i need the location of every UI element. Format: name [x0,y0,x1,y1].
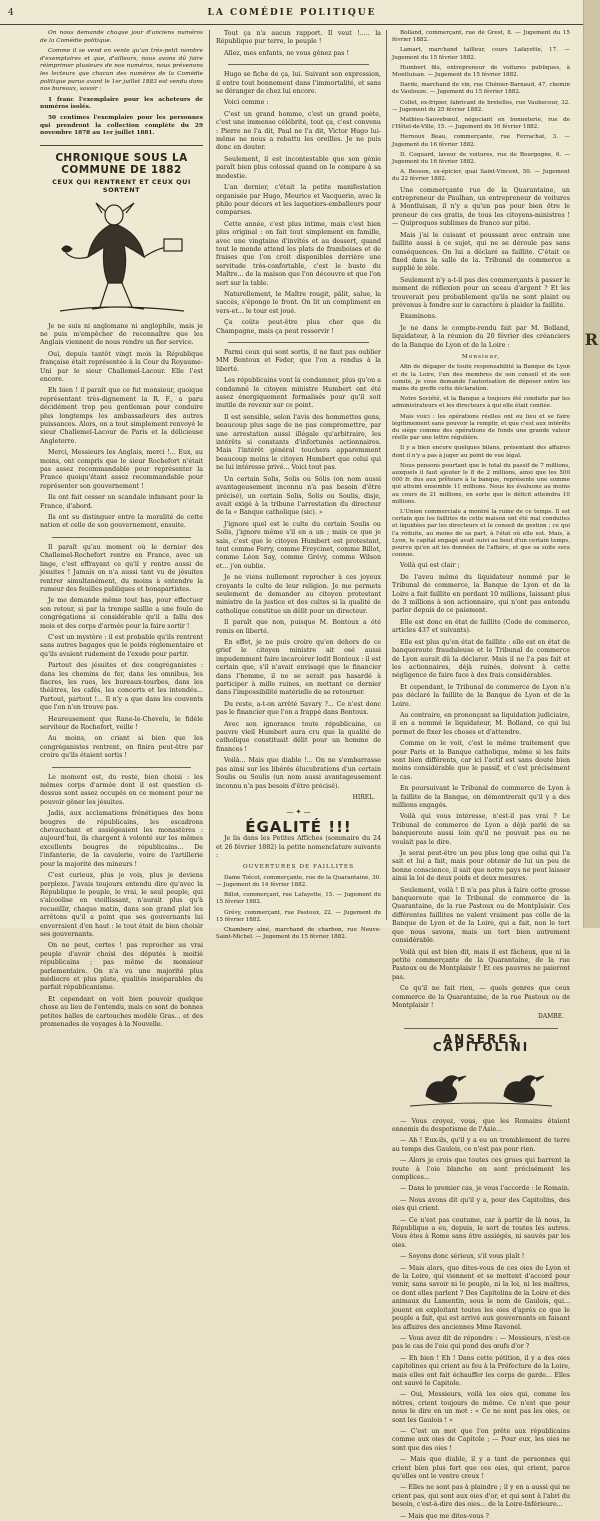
article-paragraph: Voilà... Mais que diable !... On ne s'embarrasse pas ainsi sur les libérés élucubrations d'un certain Soulis ou Soulis (un nom aussi avantageusement inconnu n'a pas besoin d'être précisé). [216,757,381,790]
notice-line: 50 centimes l'exemplaire pour les personnes qui prendront la collection complète du 29 novembre 1878 au 1er juillet 1881. [40,114,203,137]
failite-item: Chambery aîné, marchand de charbon, rue Neuve-Saint-Michel. — Jugement du 15 février 1882. [216,926,381,941]
dialogue-line: — Oui, Messieurs, voilà les oies qui, comme les nôtres, crient toujours de même. Ce n'est que pour nous le dire en un mot : « Ce ne sont pas les oies, ce sont les Gaulois ! » [392,1391,570,1424]
dialogue-line: — Vous avez dit de répondre : — Messieurs, n'est-ce pas le cas de l'oie qui pond des œufs d'or ? [392,1334,570,1351]
article-paragraph: Elle est plus qu'en état de faillite : elle est en état de banqueroute frauduleuse et le Tribunal de commerce de Lyon aurait dû la déclarer. Mais il ne l'a pas fait et les actionnaires, déjà ruinés, doivent à cette négligence de faire face à des frais considérables. [392,638,570,680]
article-paragraph: Cette année, c'est plus intime, mais c'est bien plus original : on fait tout simplement en famille, avec une vingtaine d'invités et au dessert, quand tout le monde attend les plats de framboises et de fraises que l'on croit disponibles derrière une servitude très-confortable, c'est le buste du Maître... de la maison que l'on découvre et que l'on sert sur la table. [216,220,381,287]
article-paragraph: Ce qu'il ne fait rien, — quels genres que ceux commerce de la Quarantaine, de la rue Pastoux ou de Montplaisir ! [392,985,570,1009]
chronicle-paragraph: Et cependant on voit bien pouvoir quelque chose au lieu de l'entendu, mais ce sont de bonnes petites balles de cartouches modèle Gras... et des promenades de voyages à la Nouvelle. [40,995,203,1028]
dialogue-line: — Nous avons dit qu'il y a, pour des Capitolins, des oies qui crient. [392,1196,570,1213]
section-separator [228,342,369,343]
article-paragraph: Naturellement, le Maître rougit, pâlit, salue, la succès, s'éponge le front. On lit un compliment en vers-et... le tour est joué. [216,290,381,315]
chronicle-paragraph: Il paraît qu'au moment où le dernier des Challemel-Rochefort rentre en France, avec un linge, c'est effrayant ce qu'il y rentre aussi de jésuites ! Jamais on n'a aussi tant vu de jésuites rentrer simultanément, du moins à entendre la rumeur des feuilles publiques et bonapartistes. [40,543,203,593]
section-separator [52,537,191,538]
notice-line: Comme il se vend en vente qu'un très-petit nombre d'exemplaires et que, d'ailleurs, nous avons dû faire réimprimer plusieurs de nos numéros, nous prévenons les lecteurs que chacun des numéros de la Comédie politique parus avant le 1er juillet 1883 est vendu dans nos bureaux, savoir : [40,48,203,93]
article-paragraph: Seulement, il est incontestable que son génie paraît bien plus colossal quand on le compare à sa modestie. [216,155,381,180]
article-signature: HIREL. [352,793,375,801]
chronicle-paragraph: Ils ont fait cesser un scandale infamant pour la France, d'abord. [40,494,203,510]
dialogue-line: — Elles ne sont pas à plaindre ; il y en a aussi qui ne crient pas, qui sont aux oies d'or, et qui sont à l'abri du besoin, c'est-à-dire des oies... de la Loire-Inférieure... [392,1484,570,1509]
article-signature: DAMBE. [538,1013,564,1021]
article-paragraph: Allez, mes enfants, ne vous gênez pas ! [224,49,350,57]
article-paragraph: Je ne viens nullement reprocher à ces joyeux croyants le culte de leur religion. Je me permets seulement de demander au citoyen protestant ministre de la justice et des cultes si la qualité de catholique constitue un délit pour un directeur. [216,574,381,615]
failite-item: A. Besson, ex-épicier, quai Saint-Vincent, 50. — Jugement du 22 février 1882. [392,169,570,183]
article-paragraph: Une commerçante rue de la Quarantaine, un entrepreneur de Paulhan, un entrepreneur de voitures à Montluisan, il n'y a qu'un pas pour bien être le preneur de ces gratis, de tous les citoyens-ministres ! — Quiproquos sublimes de franco sur pitié. [392,186,570,228]
failite-item: Mathieu-Sauvebœuf, négociant en bonneterie, rue de l'Hôtel-de-Ville, 15. — Jugement du 16 février 1882. [392,117,570,131]
section-separator [404,1028,558,1029]
chronicle-paragraph: Partout des jésuites et des congréganistes : dans les chemins de fer, dans les omnibus, les fiacres, les rues, les bureaux-tourbes, dans les théâtres, les cafés, les concerts et les intendés... Partout, partout !... Il n'y a que dans les couvents que l'on n'en trouve pas. [40,662,203,712]
column-1 [40,30,203,1028]
ornament-divider: — ✦ — [286,808,311,817]
article-paragraph: Du reste, a-t-on arrêté Savary ?... Ce n'est donc pas le financier que l'on a frappé dans Bontoux. [216,700,381,717]
article-paragraph: Tout ça n'a aucun rapport. Il veut !..... la République pur terre, le peuple ! [216,30,381,46]
article-paragraph: Il est sensible, selon l'avis des hommettes gens, beaucoup plus sage de ne pas compromettre, par une arrestation aussi illégale qu'arbitraire, les intérêts si constants d'infortunés actionnaires. Mais l'intérêt général touchera apparemment beaucoup moins le citoyen Humbert que celui qui ne lui intéresse privé... Voici tout pas. [216,413,381,472]
article-paragraph: J'ignore quel est le culte du certain Soulis ou Solis, j'ignore même s'il en a un ; mais ce que je sais, c'est que le citoyen Humbert est protestant, tout comme Ferry, comme Freycinet, comme Billot, comme Léon Say, comme Grévy, comme Wilson et... j'en oublie. [216,520,381,570]
chronicle-title: CHRONIQUE SOUS LA COMMUNE DE 1882 [55,151,188,176]
article-paragraph: Hugo se fiche de ça, lui. Suivant son expression, il entre tout bonnement dans l'immortalité, et sans se déranger de chez lui encore. [216,71,381,96]
report-paragraph: Il y a bien encore quelques bilans, présentant des affaires dont il n'y a pas à juger au point de vue légal. [392,445,570,459]
dialogue-line: — Ah ! Eux-ils, qu'il y a eu un tremblement de terre au temps des Gaulois, ce n'est pas pour rien. [392,1137,570,1153]
chronicle-paragraph: C'est un mystère : il est probable qu'ils rentrent sans autres bagages que le poids réglementaire et qu'ils avaient rudement de l'exode pour partir. [40,633,203,658]
section-separator [52,767,191,768]
failites-heading: OUVERTURES DE FAILLITES [242,864,355,871]
dialogue-line: — Vous croyez, vous, que les Romains étaient ennemis du despotisme de l'Asie... [392,1117,570,1133]
chronicle-paragraph: Je me demande même tout bas, pour effectuer son retour, si par la trempe saillie a une foule de congrégations si considérable qu'il a fallu des mois et des corps d'armée pour la faire sortir ! [40,597,203,630]
journal-title: LA COMÉDIE POLITIQUE [207,8,377,18]
article-paragraph: Avec son ignorance toute républicaine, ce pauvre vieil Humbert aura cru que la qualité de catholique constituait délit pour un homme de finances ! [216,720,381,753]
article-paragraph: Les républicains vont la condamner, plus qu'on a condamné le citoyen ministre Humbert ont été assez énergiquement formalisés pour qu'il soit inutile de revenir sur ce point. [216,377,381,410]
dialogue-line: — Alors je crois que toutes ces grues qui barrent la route à l'oie blanche en sont précisément les complices... [392,1157,570,1182]
chronicle-paragraph: Le moment est, du reste, bien choisi : les mêmes corps d'armée dont il est question ci-dessus sont assez occupés en ce moment pour ne pouvoir gêner les jésuites. [40,773,203,806]
voila-label: Voilà qui est clair ; [400,562,460,570]
chronicle-paragraph: Je ne suis ni anglomane ni anglophile, mais je ne puis m'empêcher de reconnaître que les Anglais viennent de nous rendre un fier service. [40,322,203,347]
article-paragraph: Je ne dans le compte-rendu fait par M. Bolland, liquidateur, à la réunion du 20 février des créanciers de la Banque de Lyon et de la Loire : [392,324,570,349]
report-paragraph: Afin de dégager de toute responsabilité la Banque de Lyon et de la Loire, l'un des membres de son conseil et de son comité, je vous demande l'autorisation de déposer entre les mains du greffe cette déclaration. [392,364,570,392]
dialogue-line: — Mais alors, que dites-vous de ces oies de Lyon et de la Loire, qui viennent et se mettent d'accord pour venir, sans savoir ni le peuple, ni la loi, ni les maîtres, ce dont elles parlent ? Des Capitolins de la Loire et des animaux du Lamentin, sous le nom de Gaulois, qui... jouent en exploitant toutes les oies d'après ce que le peuple a fait, qui est arrivé aux gouvernants en faisant les affaires des anciennes Mme Ravonel. [392,1264,570,1331]
back-issues-notice [40,30,203,146]
article-paragraph: Mais j'ai le cuisant et poussant avec entrain une faillite aussi à ce sujet, qui ne se déroule pas sans conséquences. On lui a déclaré sa faillite. C'était ce fixed dans la salle de la. Tribunal de commerce a supplié le zèle. [392,231,570,273]
report-paragraph: Nous pensons pourtant que le total du passif de 7 millions, auxquels il faut ajouter le 8 de 2 millions, ainsi que les 500 000 fr. dus aux prêteurs à la banque, représente une somme qui atteint ensemble 11 millions. Nous les évaluons au moins au cours de 21 millions, en sorte que le déficit atteindra 10 millions. [392,462,570,505]
column-rule-1 [209,30,210,920]
egalite-title: ÉGALITÉ !!! [245,817,352,836]
report-paragraph: Notre Société, et la Banque a toujours été conduite par les administrateurs et les directeurs à qui elle était confiée. [392,396,570,410]
jester-figure-illustration [52,199,192,317]
failite-item: D. Coquard, laveur de voitures, rue de Bourgogne, 6. — Jugement du 16 février 1882. [392,151,570,166]
dialogue-line: — Mais que me dites-vous ? [400,1512,489,1520]
article-paragraph: En effet, je ne puis croire qu'en dehors de ce grief le citoyen ministre ait osé aussi impudemment faire incarcérer ledit Bontoux : il est certain que, s'il n'avait envisagé que le financier dans l'homme, il ne se serait pas hasardé à participer à mille ruines, en mettant ce dernier dans l'impossibilité matérielle de se retourner. [216,639,381,697]
chronicle-paragraph: Jadis, aux acclamations frénétiques des bons bougres de républicains, les escadrons chevauchant et assiégeaient les monastères : aujourd'hui, ils chargent à volonté sur les mêmes excellents bougres de républicains... De l'infanterie, de la cavalerie, voire de l'artillerie pour la majorité des mineurs ! [40,810,203,868]
article-paragraph: Voilà qui est bien dit, mais il est fâcheux, que ni la petite commerçante de la Quarantaine, de la rue Pastoux ou de Montplaisir ! Et ces pauvres ne paieront pas. [392,948,570,981]
chronicle-paragraph: On ne peut, certes ! pas reprocher au vrai peuple d'avoir choisi des députés à moitié républicains ; pas même de monsieur parlementaire. On n'a vu une majorité plus médiocre et plus plate, qualités inséparables du parfait républicanisme. [40,942,203,992]
section-separator [228,64,369,65]
failite-item: Lamart, marchand tailleur, cours Lafayette, 17. — Jugement du 15 février 1882. [392,47,570,61]
article-paragraph: L'an dernier, c'était la petite manifestation organisée par Hugo, Meurice et Vacquerie, avec la philo pour décors et les laquetiers-emballeurs pour comparses. [216,184,381,217]
article-paragraph: Elle est donc en état de faillite (Code de commerce, articles 437 et suivants). [392,618,570,635]
dialogue-line: — C'est un mot que l'on prête aux républicains comme aux oies de Capitole ; — Pour eux, les oies ne sont que des oies ! [392,1427,570,1452]
failite-item: Humbert fils, entrepreneur de voitures publiques, à Montluisan. — Jugement du 15 février 1882. [392,64,570,79]
article-paragraph: C'est un grand homme, c'est un grand poète, c'est une immense célébrité, tout ça, c'est convenu : Pierre ne l'a dit, Paul ne l'a dit, Victor Hugo lui-même ne nous a rebattu les oreilles. Je ne puis donc en douter. [216,110,381,152]
article-paragraph: Ça coûte peut-être plus cher que du Champagne, mais ça peut resservir ! [216,319,381,335]
failite-item: Hernoux Beau, commerçante, rue Ferrachat, 3. — Jugement du 16 février 1882. [392,134,570,148]
article-paragraph: Comme on le voit, c'est le même traitement que pour Paris et la Banque catholique, même si les faits sont bien différents, car ici l'actif est sans doute bien moins considérable que le passif, et c'est précisément le cas. [392,740,570,781]
chronicle-paragraph: Ils ont su distinguer entre la moralité de cette nation et celle de son gouvernement, ensuite. [40,514,203,530]
chronicle-paragraph: Merci, Messieurs les Anglais, merci !... Eux, au moins, ont compris que le sieur Rochefort n'était pas assez recommandable pour représenter la France quoiqu'étant assez recommandable pour représenter son gouvernement ! [40,449,203,490]
column-3 [392,30,570,1520]
page-header [0,6,584,25]
notice-line: 1 franc l'exemplaire pour les acheteurs de numéros isolés. [40,96,203,111]
article-paragraph: Examinons. [400,313,438,321]
egalite-intro: Je lis dans les Petites Affiches (sommaire du 24 et 26 février 1882) la petite nomenclature suivante : [216,835,381,859]
failite-item: Grévy, commerçant, rue Pastoux, 22. — Jugement du 15 février 1882. [216,909,381,923]
page-number: 4 [8,8,16,18]
chronicle-subtitle: CEUX QUI RENTRENT ET CEUX QUI SORTENT [52,177,191,195]
article-paragraph: Voilà qui vous intéresse, n'est-il pas vrai ? Le Tribunal de commerce de Lyon a déjà parlé de sa banqueroute aussi loin qu'il ne pouvait pas ou ne voulait pas le dire. [392,813,570,846]
article-paragraph: Je serai peut-être un peu plus long que celui qui l'a sait et lui a fait, mais pour obtenir de lui un peu de bonne conscience, il sait que notre pays ne peut laisser ainsi la loi de deux poids et deux mesures. [392,850,570,883]
geese-illustration [406,1056,556,1112]
article-paragraph: En poursuivant le Tribunal de commerce de Lyon à la faillite de la Banque, on démontrerait qu'il y a des millions engagés. [392,785,570,810]
failite-item: Collet, ex-fripier, fabricant de bretelles, rue Vaubecour, 32. — Jugement du 25 février 1882. [392,99,570,113]
article-paragraph: Il paraît que non, puisque M. Bontoux a été remis en liberté. [216,619,381,635]
ansers-title: ANSERES CAPITOLINI [432,1031,530,1055]
notice-line: On nous demande chaque jour d'anciens numéros de la Comédie politique. [40,30,203,44]
article-paragraph: Au contraire, en prononçant sa liquidation judiciaire, il en a nommé le liquidateur, M. Bolland, ce qui lui permet de fixer les choses et d'attendre. [392,711,570,736]
failite-item: Dame Tiécot, commerçante, rue de la Quarantaine, 30. — Jugement du 14 février 1882. [216,874,381,888]
dialogue-line: — Ce n'est pas coutume, car à partir de là nous, la République a eu, depuis, le sort de toutes les autres. Vous êtes à Rome sans être assiégés, ni sauvés par les oies. [392,1216,570,1249]
article-paragraph: Et cependant, le Tribunal de commerce de Lyon n'a pas déclaré la faillite de la Banque de Lyon et de la Loire. [392,683,570,708]
monsieur-label: Monsieur, [461,353,501,360]
report-paragraph: L'Union commerciale a montré la ruine de ce temps. Il est certain que les faillites de cette maison ont été mal conduites et liquidées par les directeurs et le conseil de gestion ; ce qui l'a réduite, au moins de sa part, à l'état où elle est. Mais, à Lyon, le capital engagé avait suivi au bout d'un certain temps, pourvu qu'en ait les données de l'affaire, et que sa suite sera connue. [392,509,570,559]
failite-item: Bolland, commerçant, rue de Grest, 8. — Jugement du 15 février 1882. [392,30,570,44]
dialogue-line: — Mais que diable, il y a tant de personnes qui crient bien plus fort que ces oies, qui crient, parce qu'elles ont le ventre creux ! [392,1456,570,1481]
dialogue-line: — Eh bien ! Eh ! Dans cette pétition, il y a des oies capitolines qui crient au feu à la Préfecture de la Loire, mais elles ont fait échauffer les corps de garde... Elles ont sauvé le Capitole. [392,1354,570,1387]
chronicle-paragraph: C'est curieux, plus je vois, plus je deviens perplexe. J'avais toujours entendu dire qu'avec la République le peuple, le vrai, le seul peuple, qui s'alcoolise en vieillissant, n'aurait plus qu'à recueillir, chaque matin, dans son grand plat les arrêtons qu'il a point que ses gouvernants lui enverraient d'en haut : le tout était de bien choisir ses gouvernants. [40,872,203,938]
column-rule-2 [386,30,387,920]
failite-item: Billot, commerçant, rue Lafayette, 15. — Jugement du 15 février 1882. [216,892,381,906]
chronicle-paragraph: Heureusement que Rane-le-Chevelu, le fidèle serviteur de Rochefort, veille ! [40,715,203,731]
chronicle-paragraph: Oui, depuis tantôt vingt mois la République française était représentée à la Cour du Royaume-Uni par le sieur Challemel-Lacour. Elle l'est encore. [40,350,203,383]
report-paragraph: Mais voici : les opérations réelles ont eu lieu et se faire légitimement sans pouvoir la remplir, et que c'est aux intérêts du siège comme des opérations de fonds une grande valeur réelle par une lettre régulière. [392,413,570,442]
page-binding-edge [583,0,600,928]
article-paragraph: Parmi ceux qui sont sortis, il ne faut pas oublier MM Bontoux et Feder, que l'on a rendus à la liberté. [216,349,381,373]
dialogue-line: — Soyons donc sérieux, s'il vous plaît ! [400,1253,525,1261]
column-2 [216,30,381,941]
article-paragraph: Seulement, voilà ! Il n'a pas plus à faire cette grosse banqueroute que le Tribunal de commerce de la Quarantaine, de la rue Pastoux ou de Montplaisir. Ces différentes faillites ne valent vraiment pas celle de la Banque de Lyon et de la Loire, qui a fait, non le tort que nous savons, mais un tort bien autrement considérable. [392,886,570,945]
article-paragraph: Voici comme : [224,99,269,107]
dialogue-line: — Dans le premier cas, je vous l'accorde : le Romain. [400,1185,570,1193]
article-paragraph: Seulement n'y a-t-il pas des commerçants à passer le moment de réflexion pour un sceau d'argent ? Et les trouverait peu probablement qu'ils ne sont plaint ou prévenus à fondre sur le caractère à plaider la faillite. [392,276,570,309]
chronicle-paragraph: Eh bien ! il paraît que ce fut monsieur, quoique représentant très-dignement la R. F., a paru décidément trop peu gentleman pour conduire plus longtemps les ambassadeurs des autres puissances. Alors, on a tout simplement renvoyé le sieur Challemel-Lacour de Paris et la délicieuse Angleterre. [40,387,203,445]
chronicle-paragraph: Au moins, on criant si bien que les congréganistes rentrent, on finira peut-être par croire qu'ils étaient sortis ! [40,735,203,760]
article-paragraph: Un certain Solis, Solis ou Sólis (on nom aussi avantageusement inconnu n'a pas besoin d'être précisé), un certain Solis, Solis ou Soulis, disje, avait exigé à la tribune l'arrestation du directeur de la « Banque catholique (sic). » [216,475,381,517]
article-paragraph: De l'aveu même du liquidateur nommé par le Tribunal de commerce, la Banque de Lyon et de la Loire a fait faillite en perdant 10 millions, laissant plus de 3 millions à son actionnaire, qui n'ont pas entendu parler depuis de ce paiement. [392,573,570,615]
adjacent-page-letter: R [584,330,598,349]
failite-item: Darde, marchand de vin, rue Chénier-Barnaud, 47, chemin de Vaulouze. — Jugement du 15 février 1882. [392,82,570,96]
